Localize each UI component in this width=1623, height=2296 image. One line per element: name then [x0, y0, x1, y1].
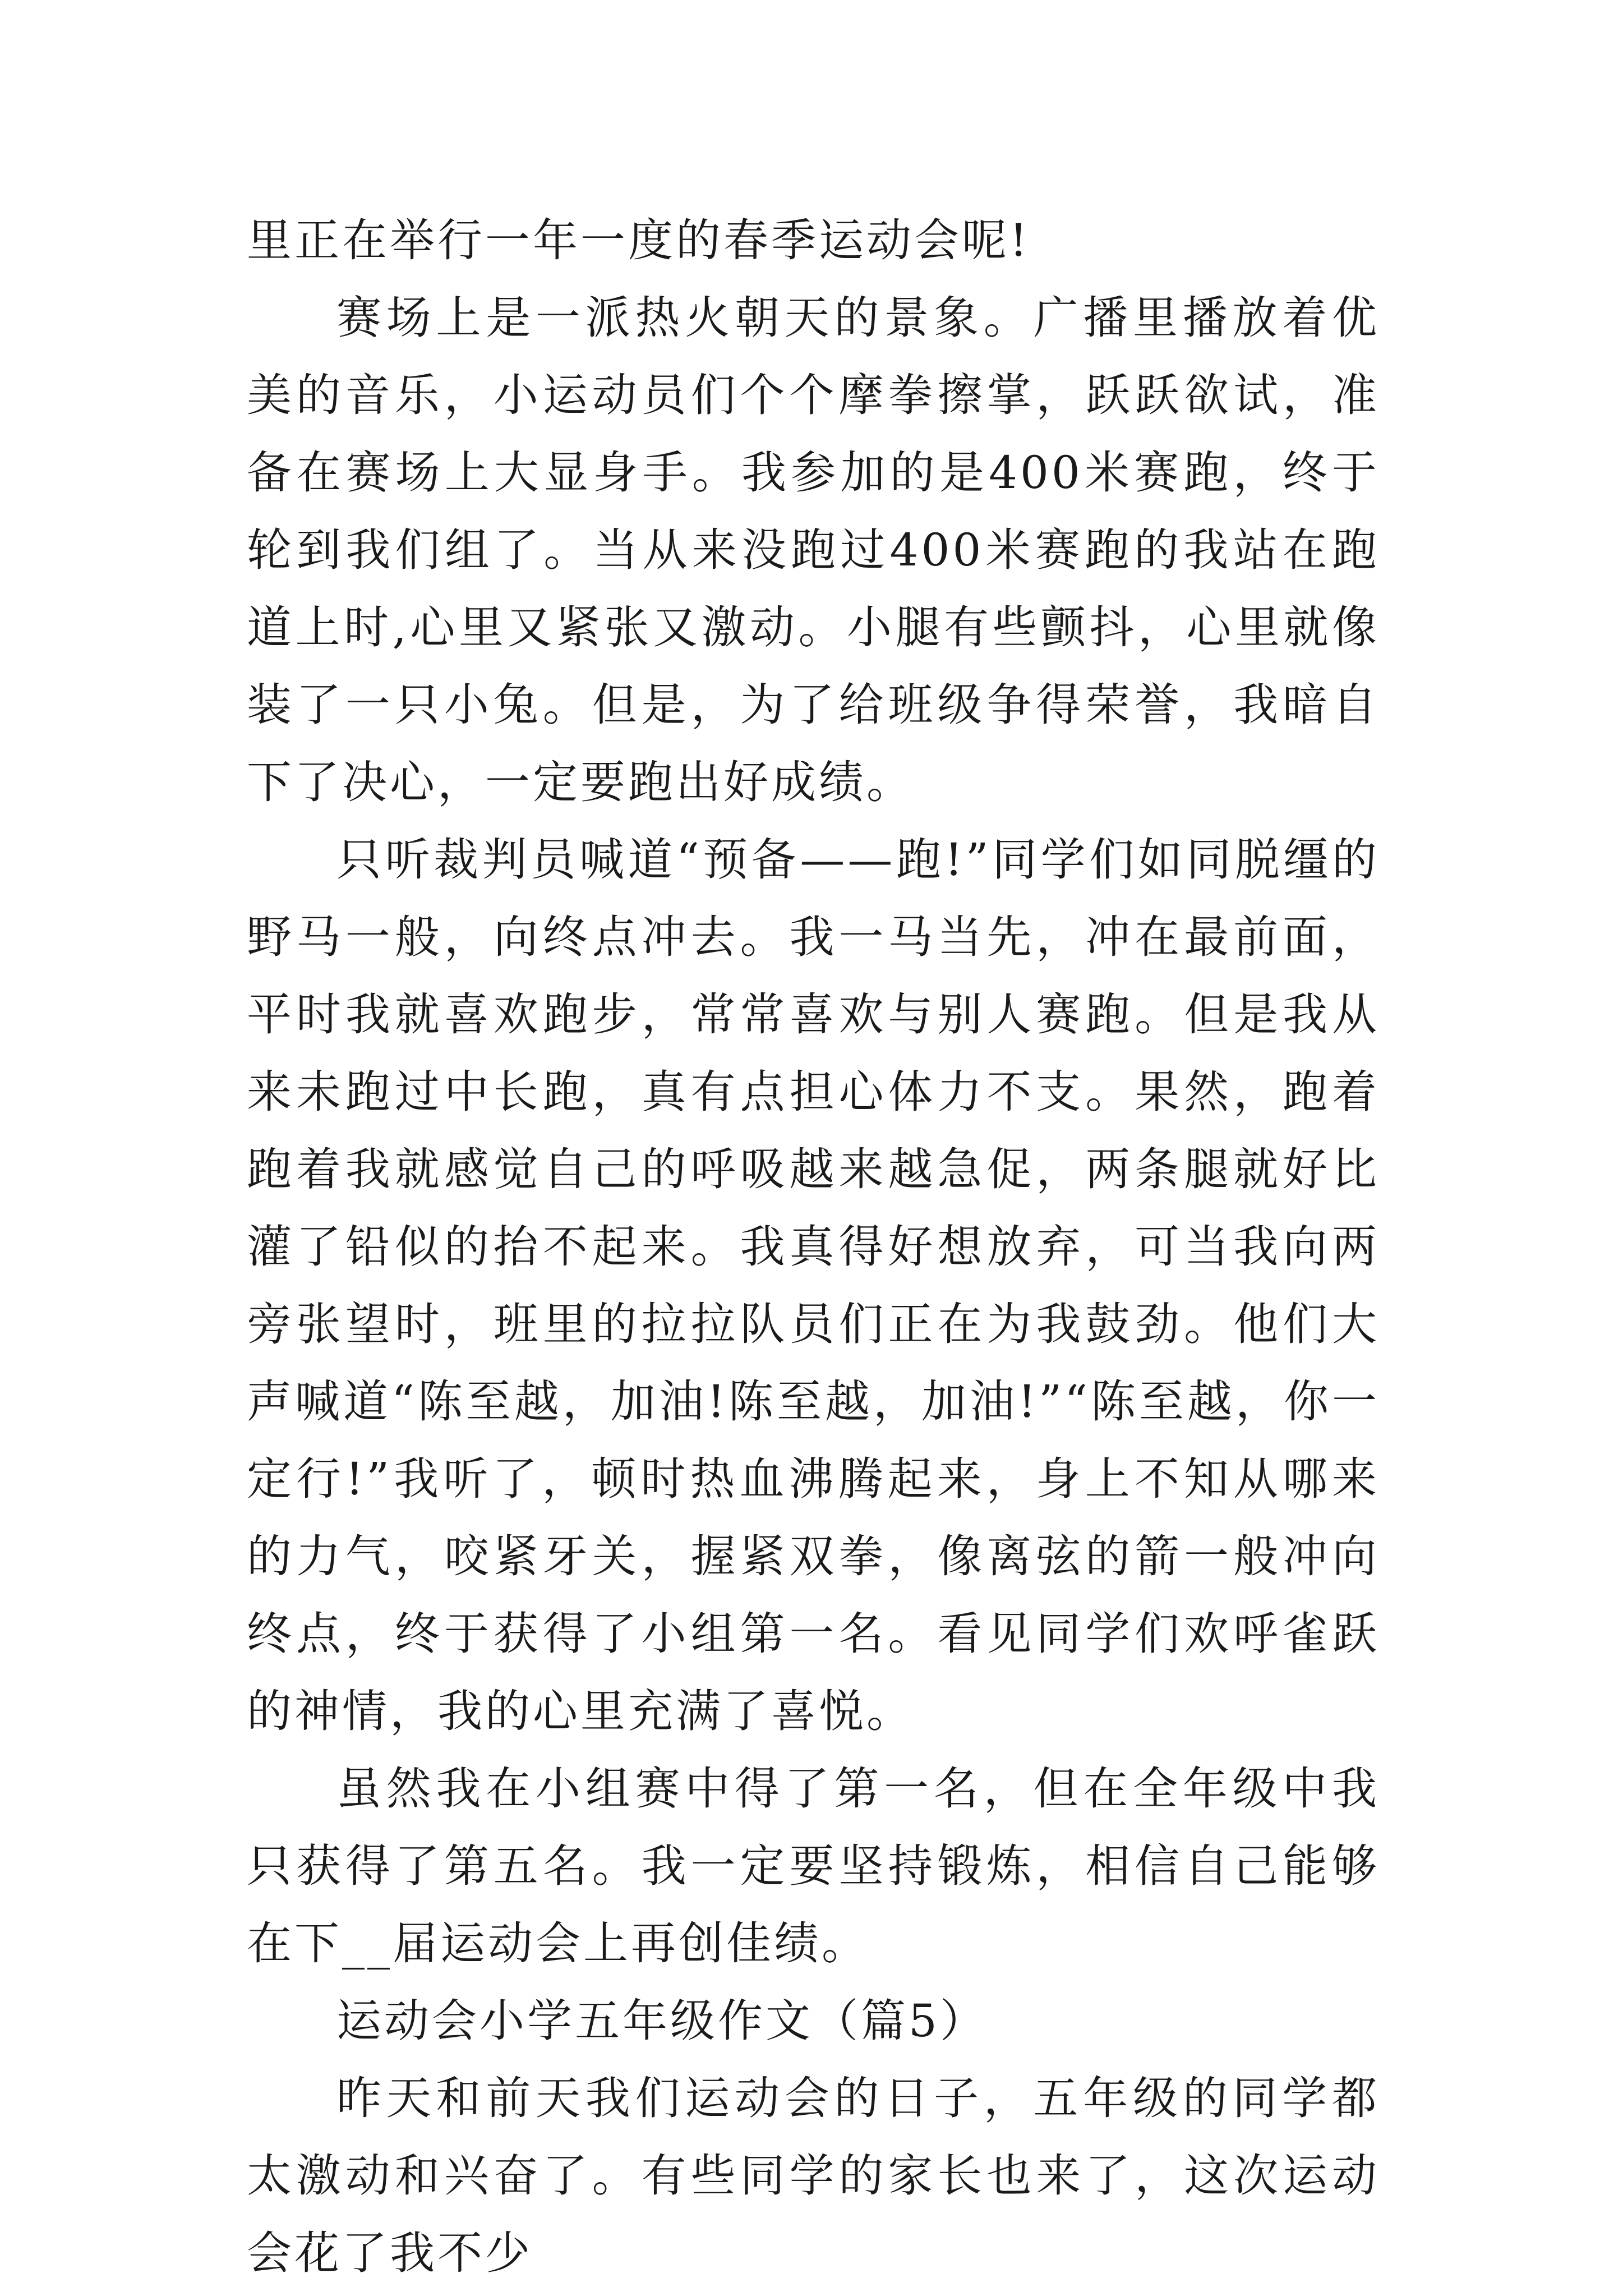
paragraph-race-scene: 赛场上是一派热火朝天的景象。广播里播放着优美的音乐，小运动员们个个摩拳擦掌，跃跃欲试，准备在赛场上大显身手。我参加的是400米赛跑，终于轮到我们组了。当从来没跑过400米赛跑的我站在跑道上时,心里又紧张又激动。小腿有些颤抖，心里就像装了一只小兔。但是，为了给班级争得荣誉，我暗自下了决心，一定要跑出好成绩。 — [247, 292, 1380, 808]
essay-body — [247, 202, 1380, 2292]
continuation-paragraph: 里正在举行一年一度的春季运动会呢! — [247, 214, 1031, 266]
paragraph-race-run: 只听裁判员喊道“预备——跑!”同学们如同脱缰的野马一般，向终点冲去。我一马当先，冲在最前面，平时我就喜欢跑步，常常喜欢与别人赛跑。但是我从来未跑过中长跑，真有点担心体力不支。果然，跑着跑着我就感觉自己的呼吸越来越急促，两条腿就好比灌了铅似的抬不起来。我真得好想放弃，可当我向两旁张望时，班里的拉拉队员们正在为我鼓劲。他们大声喊道“陈至越，加油!陈至越，加油!”“陈至越，你一定行!”我听了，顿时热血沸腾起来，身上不知从哪来的力气，咬紧牙关，握紧双拳，像离弦的箭一般冲向终点，终于获得了小组第一名。看见同学们欢呼雀跃的神情，我的心里充满了喜悦。 — [247, 834, 1380, 1737]
paragraph-result: 虽然我在小组赛中得了第一名，但在全年级中我只获得了第五名。我一定要坚持锻炼，相信自己能够在下__届运动会上再创佳绩。 — [247, 1763, 1380, 1970]
paragraph-essay-5-start: 昨天和前天我们运动会的日子，五年级的同学都太激动和兴奋了。有些同学的家长也来了，这次运动会花了我不少 — [247, 2072, 1380, 2279]
section-heading: 运动会小学五年级作文（篇5） — [336, 1995, 988, 2047]
